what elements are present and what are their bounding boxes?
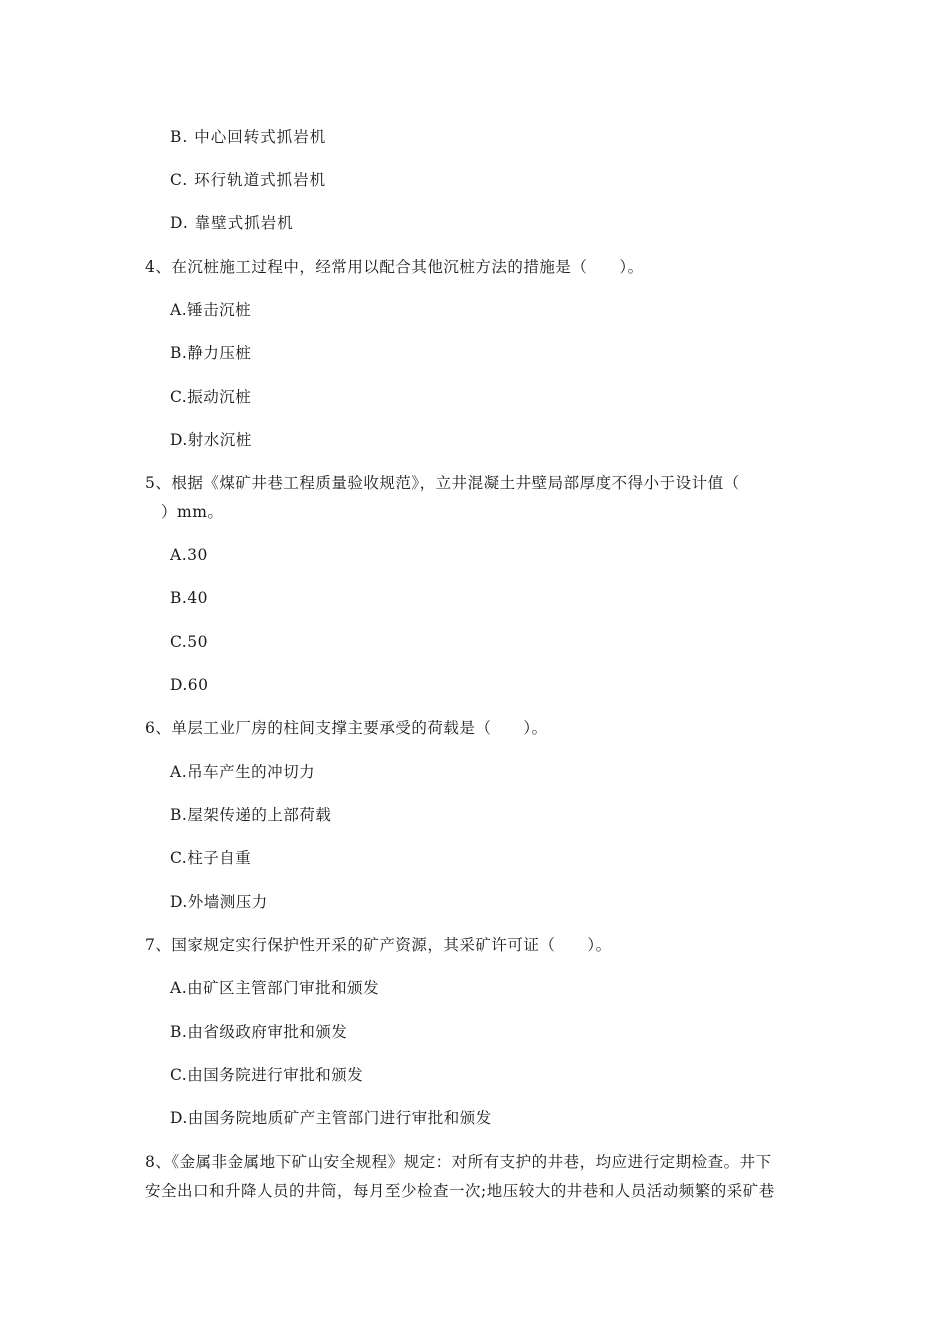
question-7-option-a: A.由矿区主管部门审批和颁发 bbox=[170, 979, 380, 997]
question-4-option-a: A.锤击沉桩 bbox=[170, 301, 252, 319]
question-5-option-a: A.30 bbox=[170, 546, 208, 564]
question-4-option-c: C.振动沉桩 bbox=[170, 388, 252, 406]
question-7-option-d: D.由国务院地质矿产主管部门进行审批和颁发 bbox=[170, 1109, 492, 1127]
question-7-option-b: B.由省级政府审批和颁发 bbox=[170, 1023, 348, 1041]
question-6-option-b: B.屋架传递的上部荷载 bbox=[170, 806, 332, 824]
question-7-stem: 7、国家规定实行保护性开采的矿产资源，其采矿许可证（ ）。 bbox=[145, 936, 612, 954]
question-5-stem-line-1: 5、根据《煤矿井巷工程质量验收规范》，立井混凝土井壁局部厚度不得小于设计值（ bbox=[145, 474, 740, 492]
question-5-option-c: C.50 bbox=[170, 633, 208, 651]
question-5-stem-line-2: ）mm。 bbox=[145, 503, 224, 521]
question-4-stem: 4、在沉桩施工过程中，经常用以配合其他沉桩方法的措施是（ ）。 bbox=[145, 258, 644, 276]
prev-question-option-c: C. 环行轨道式抓岩机 bbox=[170, 171, 327, 189]
question-8-stem-line-1: 8、《金属非金属地下矿山安全规程》规定：对所有支护的井巷，均应进行定期检查。井下 bbox=[145, 1153, 772, 1171]
question-4-option-d: D.射水沉桩 bbox=[170, 431, 252, 449]
question-4-option-b: B.静力压桩 bbox=[170, 344, 252, 362]
question-6-option-d: D.外墙测压力 bbox=[170, 893, 268, 911]
question-6-option-a: A.吊车产生的冲切力 bbox=[170, 763, 316, 781]
question-6-option-c: C.柱子自重 bbox=[170, 849, 252, 867]
question-7-option-c: C.由国务院进行审批和颁发 bbox=[170, 1066, 364, 1084]
prev-question-option-b: B. 中心回转式抓岩机 bbox=[170, 128, 327, 146]
question-5-option-b: B.40 bbox=[170, 589, 209, 607]
question-8-stem-line-2: 安全出口和升降人员的井筒，每月至少检查一次;地压较大的井巷和人员活动频繁的采矿巷 bbox=[145, 1182, 775, 1200]
question-6-stem: 6、单层工业厂房的柱间支撑主要承受的荷载是（ ）。 bbox=[145, 719, 548, 737]
prev-question-option-d: D. 靠壁式抓岩机 bbox=[170, 214, 294, 232]
question-5-option-d: D.60 bbox=[170, 676, 209, 694]
